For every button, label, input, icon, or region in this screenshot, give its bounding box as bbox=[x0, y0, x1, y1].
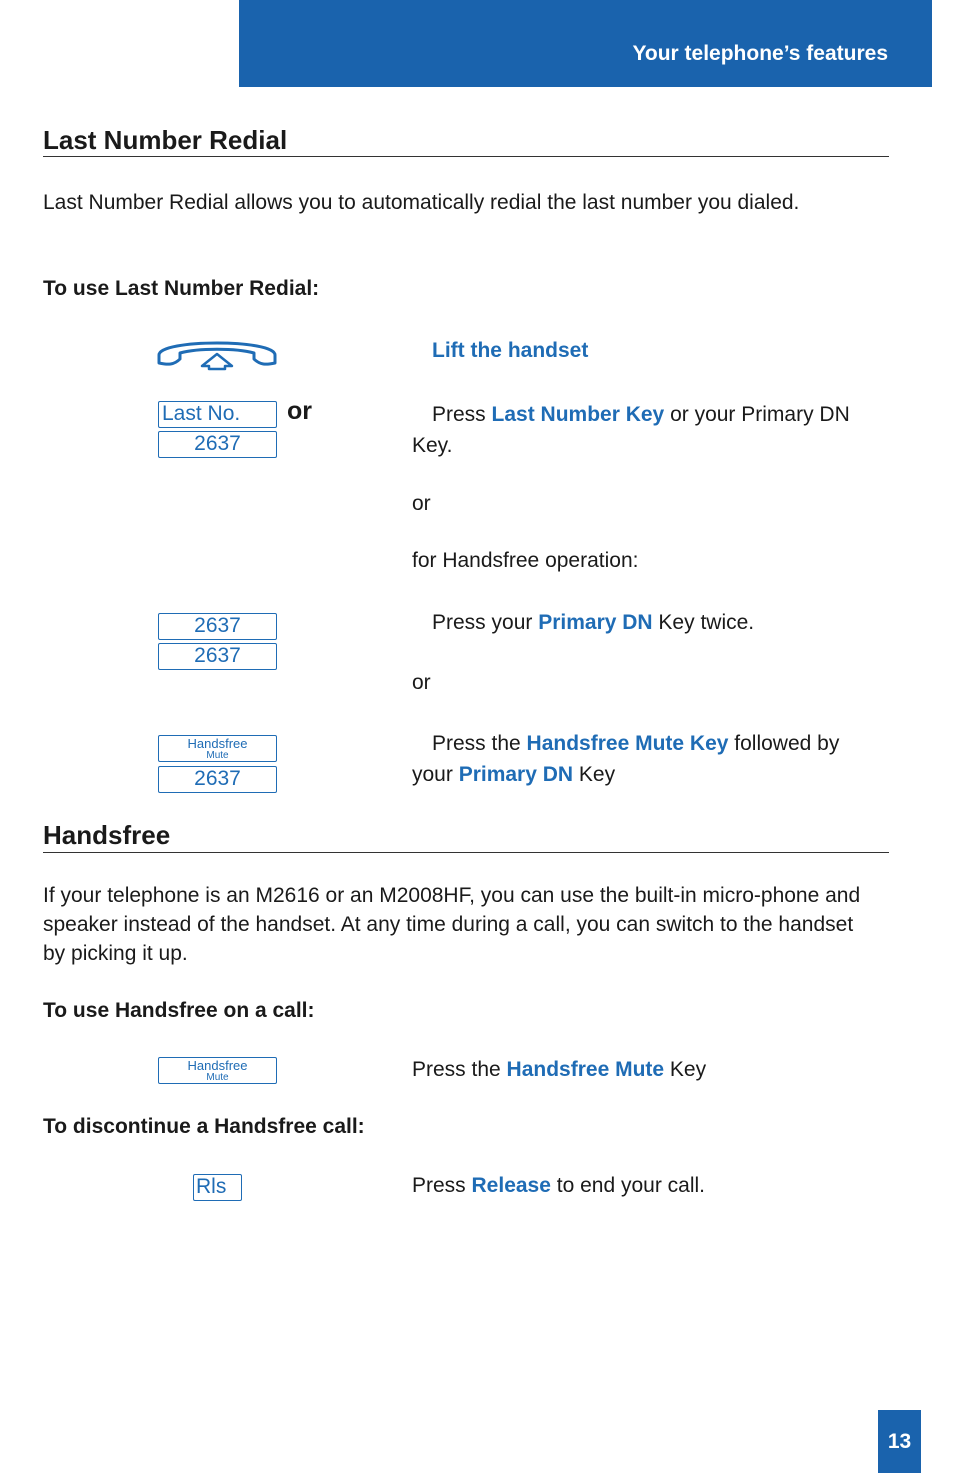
last-number-key-highlight: Last Number Key bbox=[491, 403, 665, 426]
subhead-use-handsfree: To use Handsfree on a call: bbox=[43, 999, 315, 1022]
header-title: Your telephone’s features bbox=[632, 42, 888, 65]
section-title-handsfree: Handsfree bbox=[43, 820, 171, 850]
step-text: Press the bbox=[432, 732, 527, 755]
step-text: Key bbox=[664, 1058, 707, 1081]
handsfree-mute-key[interactable] bbox=[158, 735, 277, 762]
step-press-last-number bbox=[412, 399, 882, 461]
primary-dn-highlight: Primary DN bbox=[538, 611, 653, 634]
lift-handset-text: Lift the handset bbox=[432, 339, 589, 362]
handsfree-intro-paragraph: If your telephone is an M2616 or an M2008HF, you can use the built-in micro-phone and speaker instead of the handset. At any time during a call, you can switch to the handset by picking it up. bbox=[43, 884, 861, 965]
step-press-primary-dn-twice bbox=[412, 607, 882, 638]
primary-dn-highlight: Primary DN bbox=[458, 763, 574, 786]
handsfree-key-label: Handsfree bbox=[187, 1057, 248, 1073]
or-text-2: or bbox=[412, 671, 431, 694]
step-text: Press the bbox=[412, 1058, 507, 1081]
page-number: 13 bbox=[878, 1410, 921, 1473]
step-text: followed by your bbox=[412, 732, 840, 786]
primary-dn-key[interactable]: 2637 bbox=[158, 431, 277, 458]
mute-key-label: Mute bbox=[206, 1071, 229, 1083]
or-label: or bbox=[287, 397, 312, 425]
step-press-handsfree-mute-key bbox=[412, 1054, 882, 1085]
handsfree-mute-key-highlight: Handsfree Mute Key bbox=[526, 732, 729, 755]
handsfree-mute-key[interactable] bbox=[158, 1057, 277, 1084]
step-text: Press your bbox=[432, 611, 539, 634]
step-text: Press bbox=[412, 1174, 472, 1197]
release-key[interactable]: Rls bbox=[193, 1174, 242, 1201]
step-lift-handset bbox=[432, 335, 902, 366]
step-press-handsfree-mute bbox=[412, 728, 882, 790]
handsfree-key-label: Handsfree bbox=[187, 735, 248, 751]
subhead-use-last-number-redial: To use Last Number Redial: bbox=[43, 277, 320, 300]
handsfree-mute-highlight: Handsfree Mute bbox=[506, 1058, 665, 1081]
primary-dn-key[interactable]: 2637 bbox=[158, 643, 277, 670]
step-text: Key bbox=[573, 763, 616, 786]
step-text: Press bbox=[432, 403, 492, 426]
intro-paragraph: Last Number Redial allows you to automatically redial the last number you dialed. bbox=[43, 191, 800, 214]
step-text: or your Primary DN Key. bbox=[412, 403, 850, 457]
step-text: Key twice. bbox=[652, 611, 755, 634]
release-highlight: Release bbox=[471, 1174, 551, 1197]
step-press-release bbox=[412, 1170, 882, 1201]
mute-key-label: Mute bbox=[206, 749, 229, 761]
or-text-1: or bbox=[412, 492, 431, 515]
section-rule bbox=[43, 852, 889, 853]
step-text: to end your call. bbox=[550, 1174, 706, 1197]
primary-dn-key[interactable]: 2637 bbox=[158, 766, 277, 793]
section-title-last-number-redial: Last Number Redial bbox=[43, 125, 288, 155]
subhead-discontinue-handsfree: To discontinue a Handsfree call: bbox=[43, 1115, 365, 1138]
handset-icon bbox=[156, 335, 278, 371]
section-rule bbox=[43, 156, 889, 157]
primary-dn-key[interactable]: 2637 bbox=[158, 613, 277, 640]
last-no-key[interactable]: Last No. bbox=[158, 401, 277, 428]
handsfree-operation-text: for Handsfree operation: bbox=[412, 549, 639, 572]
